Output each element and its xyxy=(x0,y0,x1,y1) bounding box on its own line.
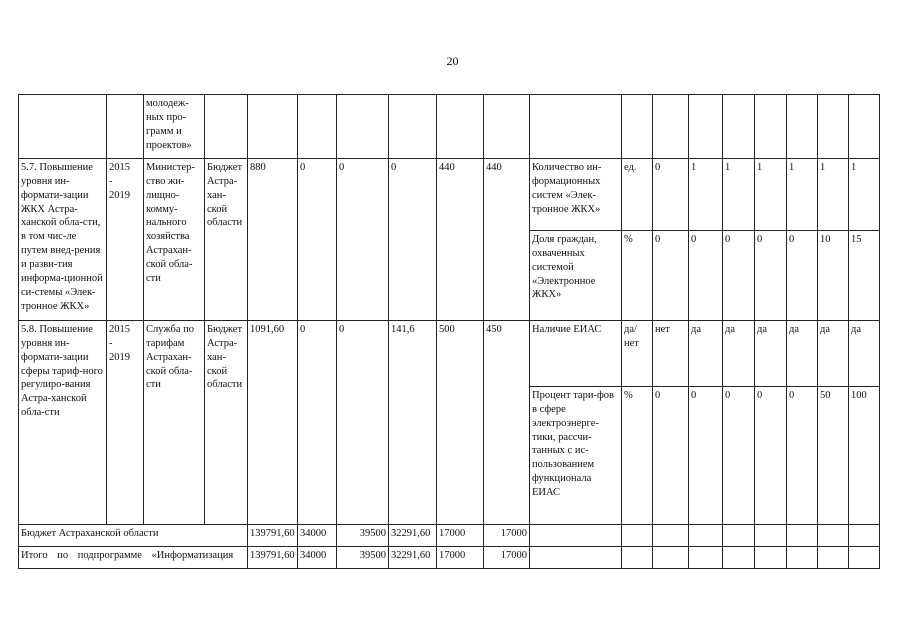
year-cell: 141,6 xyxy=(389,321,437,525)
year-cell: 440 xyxy=(484,159,530,321)
executor-cell: Служба по тарифам Астрахан-ской обла-сти xyxy=(144,321,205,525)
indicator-value: 0 xyxy=(689,231,723,321)
period-cell xyxy=(107,159,144,321)
totals-value: 34000 xyxy=(298,547,337,569)
totals-value: 17000 xyxy=(437,525,484,547)
year-cell: 0 xyxy=(389,159,437,321)
totals-value: 32291,60 xyxy=(389,547,437,569)
total-cell: 880 xyxy=(248,159,298,321)
totals-value: 17000 xyxy=(484,525,530,547)
period-cell xyxy=(107,321,144,525)
executor-cell: Министер-ство жи-лищно-комму-нального хозяйства Астрахан-ской обла-сти xyxy=(144,159,205,321)
indicator-value: 1 xyxy=(818,159,849,231)
totals-label: Бюджет Астраханской области xyxy=(19,525,248,547)
year-cell: 450 xyxy=(484,321,530,525)
indicator-name: Наличие ЕИАС xyxy=(530,321,622,387)
indicator-value: 50 xyxy=(818,387,849,525)
indicator-value: 1 xyxy=(689,159,723,231)
indicator-value: нет xyxy=(653,321,689,387)
year-cell: 0 xyxy=(298,159,337,321)
indicator-value: 100 xyxy=(849,387,880,525)
indicator-value: 1 xyxy=(755,159,787,231)
year-cell: 440 xyxy=(437,159,484,321)
indicator-unit: да/ нет xyxy=(622,321,653,387)
source-cell: Бюджет Астра-хан-ской области xyxy=(205,159,248,321)
period-end: 2019 xyxy=(109,189,130,201)
period-end: 2019 xyxy=(109,351,130,363)
indicator-unit: % xyxy=(622,387,653,525)
executor-cell: молодеж- ных про- грамм и проектов» xyxy=(144,95,205,159)
indicator-value: 10 xyxy=(818,231,849,321)
year-cell: 0 xyxy=(337,321,389,525)
indicator-value: 0 xyxy=(723,231,755,321)
totals-label: Итого по подпрограмме «Информатизация xyxy=(19,547,248,569)
indicator-value: да xyxy=(787,321,818,387)
indicator-unit: % xyxy=(622,231,653,321)
indicator-value: да xyxy=(689,321,723,387)
table-row xyxy=(19,159,880,231)
totals-value: 32291,60 xyxy=(389,525,437,547)
period-dash: - xyxy=(109,175,113,187)
period-dash: - xyxy=(109,337,113,349)
indicator-unit: ед. xyxy=(622,159,653,231)
indicator-value: 1 xyxy=(849,159,880,231)
totals-value: 34000 xyxy=(298,525,337,547)
indicator-value: да xyxy=(755,321,787,387)
indicator-value: 0 xyxy=(653,387,689,525)
period-start: 2015 xyxy=(109,324,130,335)
indicator-name: Количество ин-формационных систем «Элек-тронное ЖКХ» xyxy=(530,159,622,231)
year-cell: 500 xyxy=(437,321,484,525)
indicator-value: 0 xyxy=(787,231,818,321)
indicator-value: 1 xyxy=(787,159,818,231)
totals-value: 139791,60 xyxy=(248,525,298,547)
period-start: 2015 xyxy=(109,162,130,173)
totals-value: 17000 xyxy=(484,547,530,569)
indicator-value: 0 xyxy=(787,387,818,525)
table-row xyxy=(19,95,880,159)
table-row xyxy=(19,321,880,387)
indicator-value: 1 xyxy=(723,159,755,231)
year-cell: 0 xyxy=(337,159,389,321)
indicator-name: Процент тари-фов в сфере электроэнерге-тики, рассчи-танных с ис-пользованием функционала ЕИАС xyxy=(530,387,622,525)
indicator-value: 0 xyxy=(755,387,787,525)
indicator-name: Доля граждан, охваченных системой «Электронное ЖКХ» xyxy=(530,231,622,321)
indicator-value: 0 xyxy=(653,231,689,321)
indicator-value: 0 xyxy=(755,231,787,321)
totals-row xyxy=(19,547,880,569)
totals-row xyxy=(19,525,880,547)
activity-name: 5.8. Повышение уровня ин-формати-зации сферы тариф-ного регулиро-вания Астра-ханской обла-сти xyxy=(19,321,107,525)
totals-value: 39500 xyxy=(337,525,389,547)
total-cell: 1091,60 xyxy=(248,321,298,525)
totals-value: 39500 xyxy=(337,547,389,569)
activity-name: 5.7. Повышение уровня ин-формати-зации ЖКХ Астра-ханской обла-сти, в том чис-ле путем внед-рения и разви-тия информа-ционной си-стемы «Элек-тронное ЖКХ» xyxy=(19,159,107,321)
indicator-value: 0 xyxy=(689,387,723,525)
source-cell: Бюджет Астра-хан-ской области xyxy=(205,321,248,525)
totals-value: 139791,60 xyxy=(248,547,298,569)
year-cell: 0 xyxy=(298,321,337,525)
indicator-value: 0 xyxy=(653,159,689,231)
indicator-value: 15 xyxy=(849,231,880,321)
page-number: 20 xyxy=(446,54,459,68)
program-table xyxy=(18,94,880,569)
indicator-value: 0 xyxy=(723,387,755,525)
indicator-value: да xyxy=(723,321,755,387)
indicator-value: да xyxy=(818,321,849,387)
indicator-value: да xyxy=(849,321,880,387)
totals-value: 17000 xyxy=(437,547,484,569)
